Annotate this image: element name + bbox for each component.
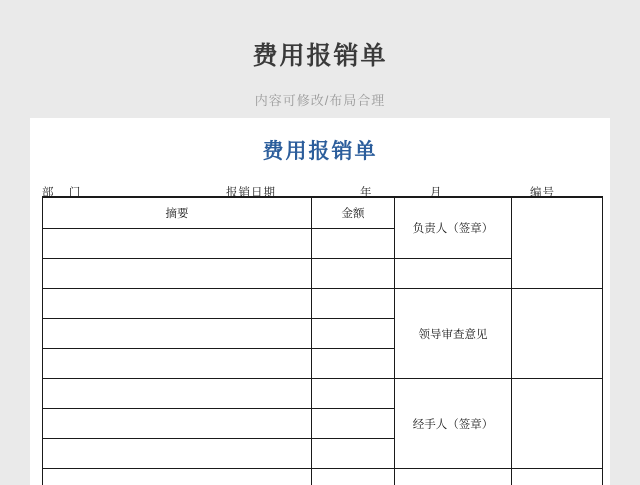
signature-cell-leader[interactable] — [512, 289, 603, 379]
signature-cell-owner[interactable] — [512, 197, 603, 289]
approval-label-owner: 负责人（签章） — [395, 197, 512, 259]
cell-amount[interactable] — [312, 349, 395, 379]
cell-abstract[interactable] — [43, 469, 312, 485]
month-label: 月 — [430, 187, 442, 199]
year-label: 年 — [360, 187, 372, 199]
approval-cell-owner-blank[interactable] — [395, 259, 512, 289]
reimbursement-date-label: 报销日期 — [226, 187, 276, 199]
approval-label-handler: 经手人（签章） — [395, 379, 512, 469]
approval-label-leader: 领导审查意见 — [395, 289, 512, 379]
expense-table — [42, 196, 603, 485]
page-subtitle: 内容可修改/布局合理 — [254, 93, 386, 108]
table-row — [43, 469, 603, 485]
cell-abstract[interactable] — [43, 379, 312, 409]
cell-amount[interactable] — [312, 379, 395, 409]
approval-cell-extra[interactable] — [395, 469, 512, 485]
number-label: 编号 — [530, 187, 555, 199]
cell-amount[interactable] — [312, 289, 395, 319]
department-label: 部 门 — [42, 187, 87, 199]
cell-amount[interactable] — [312, 259, 395, 289]
cell-abstract[interactable] — [43, 229, 312, 259]
cell-abstract[interactable] — [43, 289, 312, 319]
cell-amount[interactable] — [312, 439, 395, 469]
cell-abstract[interactable] — [43, 409, 312, 439]
table-row — [43, 379, 603, 409]
cell-abstract[interactable] — [43, 319, 312, 349]
cell-amount[interactable] — [312, 469, 395, 485]
table-row — [43, 289, 603, 319]
cell-abstract[interactable] — [43, 439, 312, 469]
cell-amount[interactable] — [312, 319, 395, 349]
cell-amount[interactable] — [312, 409, 395, 439]
cell-amount[interactable] — [312, 229, 395, 259]
column-header-abstract: 摘要 — [43, 197, 312, 229]
cell-abstract[interactable] — [43, 259, 312, 289]
expense-form-sheet — [30, 118, 610, 485]
signature-cell-handler[interactable] — [512, 379, 603, 469]
table-header-row — [43, 197, 603, 229]
column-header-amount: 金额 — [312, 197, 395, 229]
form-title: 费用报销单 — [262, 140, 378, 163]
page-title: 费用报销单 — [252, 42, 388, 70]
signature-cell-extra[interactable] — [512, 469, 603, 485]
cell-abstract[interactable] — [43, 349, 312, 379]
